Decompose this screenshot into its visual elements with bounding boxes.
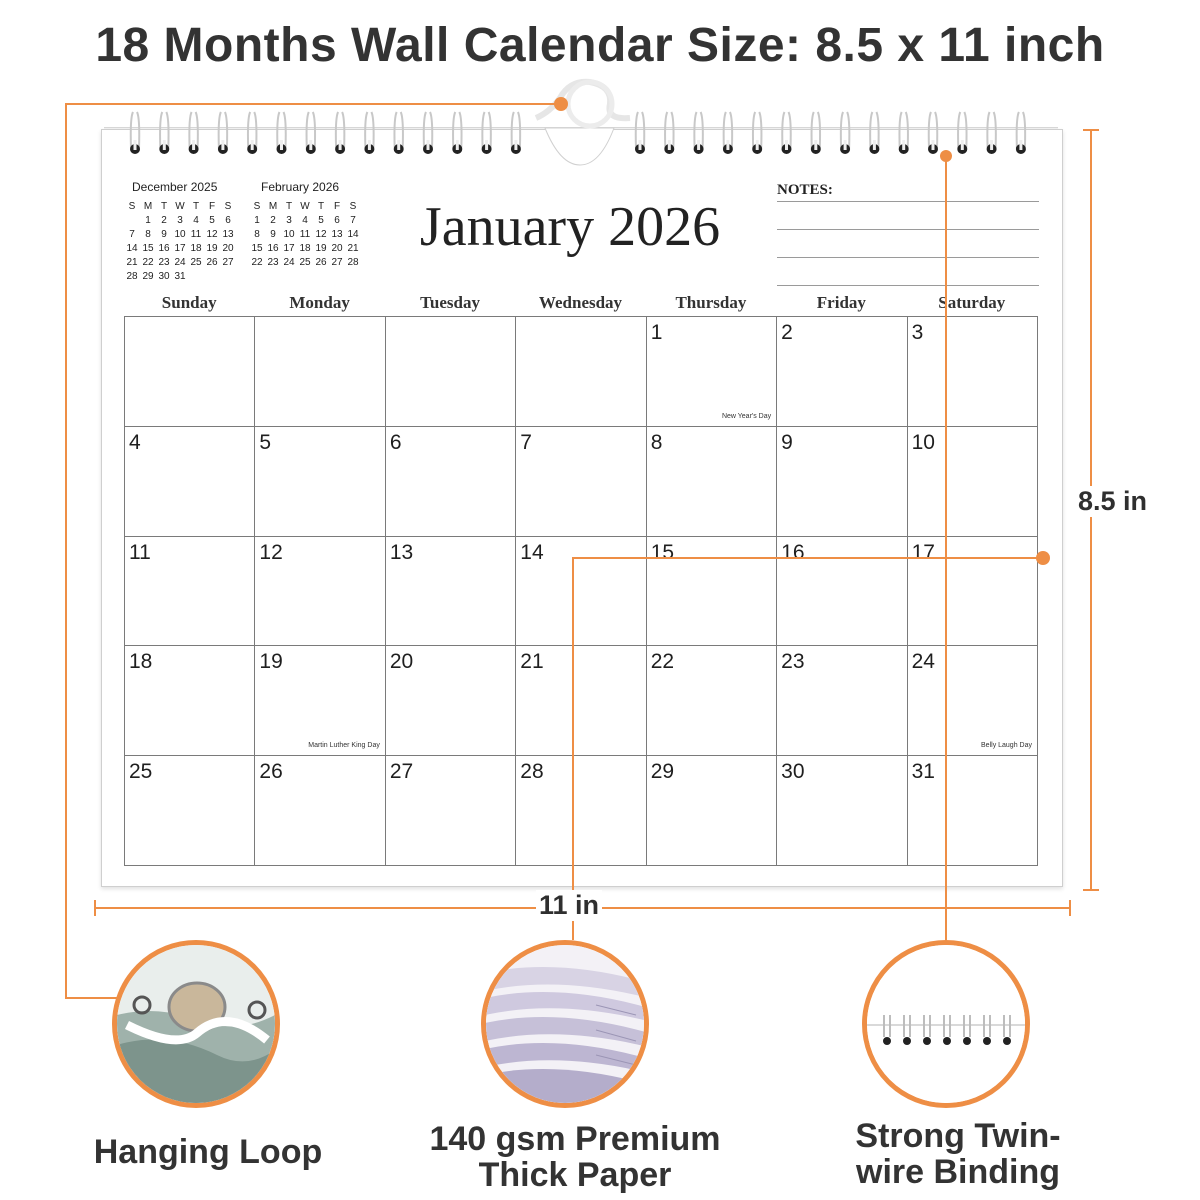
mini-day: 27 xyxy=(331,257,343,268)
day-header: Thursday xyxy=(675,293,747,312)
mini-day: 8 xyxy=(254,229,260,240)
day-cell[interactable] xyxy=(125,756,255,866)
day-cell[interactable] xyxy=(386,427,516,537)
month-title: January 2026 xyxy=(419,196,721,258)
mini-day xyxy=(124,214,140,227)
mini-day: 16 xyxy=(158,243,170,254)
day-cell[interactable] xyxy=(516,427,646,537)
caption-line: Strong Twin- xyxy=(855,1117,1061,1155)
mini-calendar-title: December 2025 xyxy=(132,180,218,194)
mini-day: 22 xyxy=(142,257,154,268)
day-cell[interactable] xyxy=(125,646,255,756)
day-header: Wednesday xyxy=(538,293,623,312)
mini-day: 29 xyxy=(142,271,154,282)
mini-day: 18 xyxy=(190,243,202,254)
mini-weekday: W xyxy=(175,201,185,212)
holiday-label: New Year's Day xyxy=(721,412,772,420)
day-header: Saturday xyxy=(938,293,1006,312)
day-number: 3 xyxy=(911,321,924,344)
feature-caption-paper xyxy=(400,1121,750,1193)
day-cell[interactable] xyxy=(908,427,1038,537)
mini-day: 23 xyxy=(267,257,279,268)
day-number: 2 xyxy=(781,321,793,344)
mini-day: 28 xyxy=(347,257,359,268)
notes-area xyxy=(777,182,1039,286)
mini-day: 2 xyxy=(270,215,276,226)
mini-calendar-title: February 2026 xyxy=(261,180,340,194)
day-number: 24 xyxy=(911,650,935,674)
mini-day: 5 xyxy=(318,215,324,226)
day-number: 6 xyxy=(389,430,402,454)
day-cell[interactable] xyxy=(908,646,1038,756)
mini-day: 27 xyxy=(222,257,234,268)
holiday-label: Belly Laugh Day xyxy=(981,742,1032,750)
day-number: 28 xyxy=(520,760,544,784)
mini-day: 24 xyxy=(283,257,295,268)
day-cell[interactable] xyxy=(255,427,385,537)
day-number: 21 xyxy=(520,650,544,674)
caption-line: Thick Paper xyxy=(478,1156,672,1194)
feature-caption-binding xyxy=(820,1118,1096,1190)
mini-day: 17 xyxy=(283,243,295,254)
mini-weekday: T xyxy=(317,201,325,212)
day-header: Friday xyxy=(816,293,866,312)
day-number: 10 xyxy=(911,430,935,454)
day-cell[interactable] xyxy=(647,537,777,647)
mini-day: 2 xyxy=(161,215,167,226)
notes-line xyxy=(777,229,1039,230)
day-number: 15 xyxy=(650,540,675,564)
day-number: 12 xyxy=(259,540,283,564)
mini-calendar-grid xyxy=(124,200,236,284)
day-number: 14 xyxy=(520,540,544,564)
mini-day: 3 xyxy=(286,215,292,226)
day-number: 22 xyxy=(650,650,675,674)
mini-day: 4 xyxy=(193,215,199,226)
notes-label: NOTES: xyxy=(777,182,833,198)
mini-day: 26 xyxy=(315,257,327,268)
day-cell[interactable] xyxy=(908,756,1038,866)
mini-day: 9 xyxy=(270,229,276,240)
mini-day: 15 xyxy=(251,243,263,254)
day-header: Monday xyxy=(289,293,350,312)
day-cell[interactable] xyxy=(647,756,777,866)
day-number: 20 xyxy=(389,650,414,674)
day-number: 31 xyxy=(911,760,935,784)
day-cell[interactable] xyxy=(908,317,1038,427)
mini-day: 7 xyxy=(350,215,356,226)
day-cell[interactable] xyxy=(125,537,255,647)
mini-day: 20 xyxy=(331,243,343,254)
mini-calendar-previous xyxy=(124,180,236,284)
day-number: 1 xyxy=(650,321,663,344)
mini-day: 28 xyxy=(126,271,138,282)
day-cell[interactable] xyxy=(777,317,907,427)
day-cell[interactable] xyxy=(125,317,255,427)
mini-day: 30 xyxy=(158,271,170,282)
day-cell[interactable] xyxy=(777,646,907,756)
mini-day: 31 xyxy=(174,271,186,282)
mini-day: 8 xyxy=(145,229,151,240)
mini-day: 1 xyxy=(254,215,260,226)
caption-line: 140 gsm Premium xyxy=(429,1120,721,1158)
mini-day: 19 xyxy=(315,243,327,254)
mini-weekday: S xyxy=(253,201,261,212)
month-grid xyxy=(124,316,1038,866)
caption-line: wire Binding xyxy=(856,1153,1060,1191)
day-number: 27 xyxy=(389,760,414,784)
mini-day: 10 xyxy=(283,229,295,240)
day-number: 26 xyxy=(259,760,283,784)
mini-day: 21 xyxy=(347,243,359,254)
day-number: 29 xyxy=(650,760,675,784)
mini-day: 10 xyxy=(174,229,186,240)
day-cell[interactable] xyxy=(255,646,385,756)
mini-day xyxy=(204,270,220,283)
mini-day xyxy=(188,270,204,283)
headline: 18 Months Wall Calendar Size: 8.5 x 11 inch xyxy=(95,19,1105,72)
day-number: 25 xyxy=(129,760,153,784)
mini-day: 26 xyxy=(206,257,218,268)
mini-day: 13 xyxy=(222,229,234,240)
mini-weekday: S xyxy=(128,201,136,212)
width-label: 11 in xyxy=(536,890,602,921)
feature-caption-hanging-loop xyxy=(60,1134,356,1170)
day-cell[interactable] xyxy=(386,317,516,427)
day-number: 30 xyxy=(781,760,805,784)
mini-day: 25 xyxy=(299,257,311,268)
day-number: 17 xyxy=(911,540,935,564)
mini-day xyxy=(220,270,236,283)
day-cell[interactable] xyxy=(516,756,646,866)
day-cell[interactable] xyxy=(777,756,907,866)
mini-weekday: T xyxy=(192,201,200,212)
notes-line xyxy=(777,257,1039,258)
day-number: 9 xyxy=(781,430,793,454)
mini-day: 22 xyxy=(251,257,263,268)
day-cell[interactable] xyxy=(255,317,385,427)
mini-day: 15 xyxy=(142,243,154,254)
day-header: Tuesday xyxy=(420,293,480,312)
day-cell[interactable] xyxy=(908,537,1038,647)
day-cell[interactable] xyxy=(516,646,646,756)
mini-day: 11 xyxy=(190,229,202,240)
day-cell[interactable] xyxy=(255,756,385,866)
mini-day: 7 xyxy=(129,229,135,240)
day-number: 7 xyxy=(520,430,532,454)
mini-day: 5 xyxy=(209,215,215,226)
day-cell[interactable] xyxy=(255,537,385,647)
mini-day: 20 xyxy=(222,243,234,254)
mini-day: 3 xyxy=(177,215,183,226)
day-number: 11 xyxy=(129,540,151,564)
mini-weekday: M xyxy=(143,201,153,212)
day-cell[interactable] xyxy=(386,537,516,647)
holiday-label: Martin Luther King Day xyxy=(308,742,380,750)
mini-day: 12 xyxy=(206,229,218,240)
notes-line xyxy=(777,285,1039,286)
mini-weekday: S xyxy=(224,201,232,212)
mini-weekday: T xyxy=(285,201,293,212)
day-cell[interactable] xyxy=(647,646,777,756)
mini-day: 6 xyxy=(334,215,340,226)
mini-weekday: F xyxy=(333,201,341,212)
day-number: 23 xyxy=(781,650,805,674)
mini-day: 16 xyxy=(267,243,279,254)
mini-day: 24 xyxy=(174,257,186,268)
mini-day: 14 xyxy=(126,243,138,254)
mini-day: 17 xyxy=(174,243,186,254)
mini-weekday: F xyxy=(208,201,216,212)
caption-line: Hanging Loop xyxy=(93,1133,323,1171)
day-header: Sunday xyxy=(161,293,217,312)
day-number: 4 xyxy=(129,430,141,454)
mini-day: 9 xyxy=(161,229,167,240)
day-cell[interactable] xyxy=(516,537,646,647)
mini-weekday: S xyxy=(349,201,357,212)
paper-stack-photo xyxy=(481,940,649,1108)
mini-day: 4 xyxy=(302,215,308,226)
mini-day: 18 xyxy=(299,243,311,254)
day-number: 5 xyxy=(259,430,272,454)
twin-wire-binding-photo xyxy=(862,940,1030,1108)
day-cell[interactable] xyxy=(516,317,646,427)
height-label: 8.5 in xyxy=(1078,486,1148,516)
day-number: 19 xyxy=(259,650,283,674)
mini-day: 12 xyxy=(315,229,327,240)
day-cell[interactable] xyxy=(386,756,516,866)
mini-day: 1 xyxy=(145,215,151,226)
mini-day: 6 xyxy=(225,215,231,226)
day-number: 13 xyxy=(389,540,414,564)
mini-day: 23 xyxy=(158,257,170,268)
day-number: 18 xyxy=(129,650,153,674)
mini-day: 11 xyxy=(299,229,311,240)
hanging-loop-photo xyxy=(112,940,280,1108)
mini-day: 13 xyxy=(331,229,343,240)
day-cell[interactable] xyxy=(777,537,907,647)
mini-weekday: W xyxy=(300,201,310,212)
mini-day: 21 xyxy=(126,257,138,268)
day-cell[interactable] xyxy=(647,427,777,537)
mini-weekday: T xyxy=(160,201,168,212)
notes-line xyxy=(777,201,1039,202)
day-cell[interactable] xyxy=(777,427,907,537)
day-cell[interactable] xyxy=(647,317,777,427)
mini-day: 19 xyxy=(206,243,218,254)
mini-weekday: M xyxy=(268,201,278,212)
day-cell[interactable] xyxy=(386,646,516,756)
day-cell[interactable] xyxy=(125,427,255,537)
day-number: 8 xyxy=(650,430,663,454)
mini-day: 14 xyxy=(347,229,359,240)
day-number: 16 xyxy=(781,540,805,564)
mini-day: 25 xyxy=(190,257,202,268)
